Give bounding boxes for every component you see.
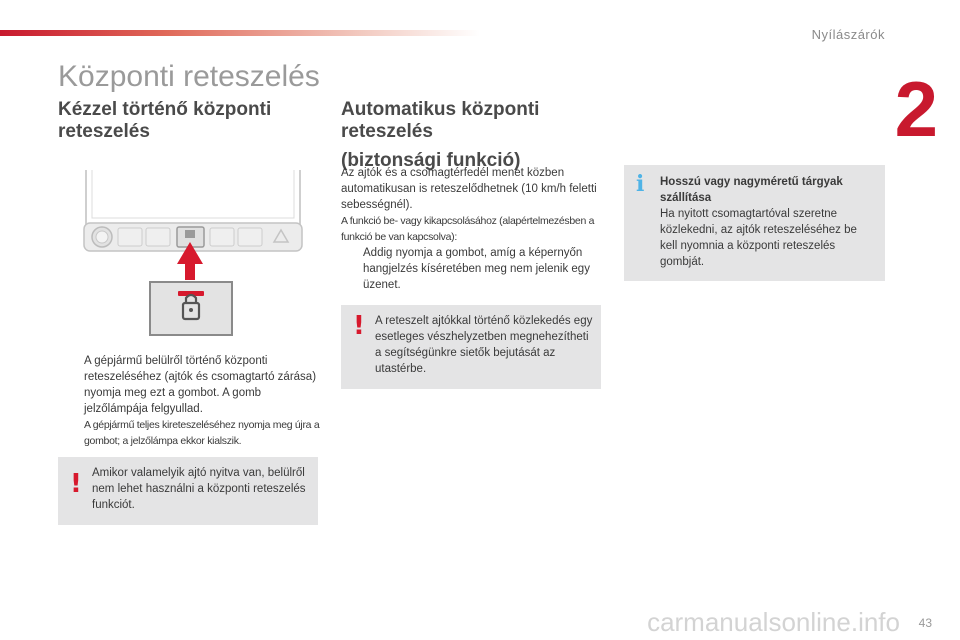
info-icon: i bbox=[636, 171, 645, 197]
manual-locking-instructions bbox=[62, 353, 320, 449]
left-warning-text: Amikor valamelyik ajtó nyitva van, belülről nem lehet használni a központi reteszelés funkciót. bbox=[92, 467, 306, 511]
warning-icon: ! bbox=[353, 311, 365, 341]
page-number: 43 bbox=[918, 616, 932, 630]
manual-locking-heading: Kézzel történő központi reteszelés bbox=[58, 99, 272, 142]
left-warning-box bbox=[58, 457, 318, 525]
chapter-number: 2 bbox=[894, 65, 938, 153]
bullet-lock: A gépjármű belülről történő központi reteszeléséhez (ajtók és csomagtartó zárása) nyomja meg ezt a gombot. A gomb jelzőlámpája felgyullad. bbox=[84, 355, 317, 415]
info-title: Hosszú vagy nagyméretű tárgyak szállítása bbox=[660, 176, 843, 204]
bullet-unlock: A gépjármű teljes kireteszeléséhez nyomja meg újra a gombot; a jelzőlámpa ekkor kialszik. bbox=[84, 419, 320, 447]
section-header: Nyílászárók bbox=[811, 27, 885, 42]
watermark: carmanualsonline.info bbox=[647, 607, 900, 637]
middle-warning-text: A reteszelt ajtókkal történő közlekedés egy esetleges vészhelyzetben megnehezítheti a segítségünkre sietők bejutását az utastérbe. bbox=[375, 315, 593, 375]
info-box bbox=[624, 165, 885, 281]
page-title: Központi reteszelés bbox=[58, 60, 320, 93]
bullet-toggle: Addig nyomja a gombot, amíg a képernyőn hangjelzés kíséretében meg nem jelenik egy üzenet. bbox=[363, 247, 590, 291]
header-accent-bar bbox=[0, 30, 480, 36]
warning-icon: ! bbox=[70, 469, 82, 499]
auto-lock-description: Az ajtók és a csomagtérfedél menet közben automatikusan is reteszelődhetnek (10 km/h feletti sebességnél). bbox=[341, 167, 597, 211]
middle-warning-box bbox=[341, 305, 601, 389]
auto-lock-toggle-info: A funkció be- vagy kikapcsolásához (alapértelmezésben a funkció be van kapcsolva): bbox=[341, 215, 595, 243]
automatic-locking-text bbox=[341, 165, 603, 293]
central-locking-button-illustration bbox=[78, 168, 308, 343]
automatic-locking-heading: Automatikus központi reteszelés (biztonsági funkció) bbox=[341, 99, 540, 171]
info-text: Ha nyitott csomagtartóval szeretne közlekedni, az ajtók reteszeléséhez be kell nyomnia a központi reteszelés gombját. bbox=[660, 208, 857, 268]
